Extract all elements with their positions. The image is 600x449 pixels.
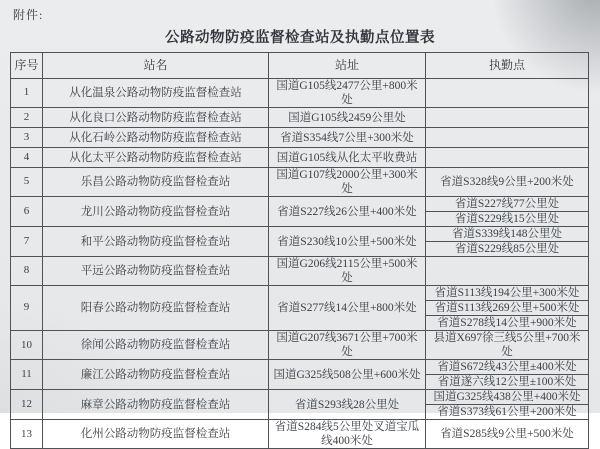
duty-point-cell: 省道S278线14公里+900米处 xyxy=(426,316,589,331)
row-number-cell: 4 xyxy=(11,148,43,168)
station-address-cell: 国道G107线2000公里+300米处 xyxy=(269,168,426,197)
station-address-cell: 省道S354线7公里+300米处 xyxy=(269,128,426,148)
duty-point-cell-empty xyxy=(426,79,589,108)
table-row xyxy=(11,286,589,301)
station-address-cell: 省道S277线14公里+800米处 xyxy=(269,286,426,331)
duty-point-cell-empty xyxy=(426,108,589,128)
attachment-label: 附件: xyxy=(13,8,44,22)
station-name-cell: 廉江公路动物防疫监督检查站 xyxy=(43,360,269,390)
table-row xyxy=(11,420,589,449)
station-name-cell: 从化石岭公路动物防疫监督检查站 xyxy=(43,128,269,148)
station-name-cell: 从化太平公路动物防疫监督检查站 xyxy=(43,148,269,168)
table-row xyxy=(11,128,589,148)
duty-point-cell: 省道S339线148公里处 xyxy=(426,227,589,242)
table-row xyxy=(11,108,589,128)
station-address-cell: 省道S284线5公里处叉道宝瓜线400米处 xyxy=(269,420,426,449)
duty-point-cell: 省道S229线15公里处 xyxy=(426,212,589,227)
duty-point-cell: 省道S113线194公里+300米处 xyxy=(426,286,589,301)
station-name-cell: 徐闻公路动物防疫监督检查站 xyxy=(43,331,269,360)
station-name-cell: 和平公路动物防疫监督检查站 xyxy=(43,227,269,257)
row-number-cell: 10 xyxy=(11,331,43,360)
station-address-cell: 省道S227线26公里+400米处 xyxy=(269,197,426,227)
duty-point-cell: 省道S373线61公里+200米处 xyxy=(426,405,589,420)
row-number-cell: 12 xyxy=(11,390,43,420)
station-address-cell: 国道G206线2115公里+500米处 xyxy=(269,257,426,286)
duty-point-cell-empty xyxy=(426,148,589,168)
checkpoint-table xyxy=(10,52,589,449)
header-row xyxy=(11,53,589,79)
row-number-cell: 5 xyxy=(11,168,43,197)
row-number-cell: 2 xyxy=(11,108,43,128)
row-number-cell: 6 xyxy=(11,197,43,227)
row-number-cell: 7 xyxy=(11,227,43,257)
table-row xyxy=(11,79,589,108)
duty-point-cell: 国道G325线438公里+400米处 xyxy=(426,390,589,405)
row-number-cell: 1 xyxy=(11,79,43,108)
duty-point-cell: 省道S113线269公里+500米处 xyxy=(426,301,589,316)
col-header-no: 序号 xyxy=(11,53,43,79)
table-row xyxy=(11,360,589,375)
table-row xyxy=(11,257,589,286)
row-number-cell: 3 xyxy=(11,128,43,148)
table-row xyxy=(11,148,589,168)
col-header-station-name: 站名 xyxy=(43,53,269,79)
station-address-cell: 省道S230线10公里+500米处 xyxy=(269,227,426,257)
station-name-cell: 麻章公路动物防疫监督检查站 xyxy=(43,390,269,420)
row-number-cell: 9 xyxy=(11,286,43,331)
col-header-station-address: 站址 xyxy=(269,53,426,79)
duty-point-cell: 省道遂六线12公里±100米处 xyxy=(426,375,589,390)
station-address-cell: 省道S293线28公里处 xyxy=(269,390,426,420)
page-title: 公路动物防疫监督检查站及执勤点位置表 xyxy=(165,30,435,46)
duty-point-cell: 县道X697徐三线5公里+700米处 xyxy=(426,331,589,360)
duty-point-cell: 省道S229线85公里处 xyxy=(426,242,589,257)
station-name-cell: 平远公路动物防疫监督检查站 xyxy=(43,257,269,286)
table-row xyxy=(11,227,589,242)
table-row xyxy=(11,197,589,212)
duty-point-cell: 省道S285线9公里+500米处 xyxy=(426,420,589,449)
table-row xyxy=(11,331,589,360)
station-address-cell: 国道G105线2459公里处 xyxy=(269,108,426,128)
station-name-cell: 阳春公路动物防疫监督检查站 xyxy=(43,286,269,331)
station-name-cell: 从化温泉公路动物防疫监督检查站 xyxy=(43,79,269,108)
duty-point-cell-empty xyxy=(426,128,589,148)
station-address-cell: 国道G105线2477公里+800米处 xyxy=(269,79,426,108)
station-address-cell: 国道G207线3671公里+700米处 xyxy=(269,331,426,360)
station-name-cell: 龙川公路动物防疫监督检查站 xyxy=(43,197,269,227)
duty-point-cell: 省道S227线77公里处 xyxy=(426,197,589,212)
row-number-cell: 13 xyxy=(11,420,43,449)
station-name-cell: 从化良口公路动物防疫监督检查站 xyxy=(43,108,269,128)
row-number-cell: 8 xyxy=(11,257,43,286)
duty-point-cell: 省道S672线43公里±400米处 xyxy=(426,360,589,375)
row-number-cell: 11 xyxy=(11,360,43,390)
table-row xyxy=(11,390,589,405)
duty-point-cell-empty xyxy=(426,257,589,286)
station-address-cell: 国道G325线508公里+600米处 xyxy=(269,360,426,390)
col-header-duty-point: 执勤点 xyxy=(426,53,589,79)
station-name-cell: 乐昌公路动物防疫监督检查站 xyxy=(43,168,269,197)
duty-point-cell: 省道S328线9公里+200米处 xyxy=(426,168,589,197)
station-address-cell: 国道G105线从化太平收费站 xyxy=(269,148,426,168)
table-row xyxy=(11,168,589,197)
station-name-cell: 化州公路动物防疫监督检查站 xyxy=(43,420,269,449)
